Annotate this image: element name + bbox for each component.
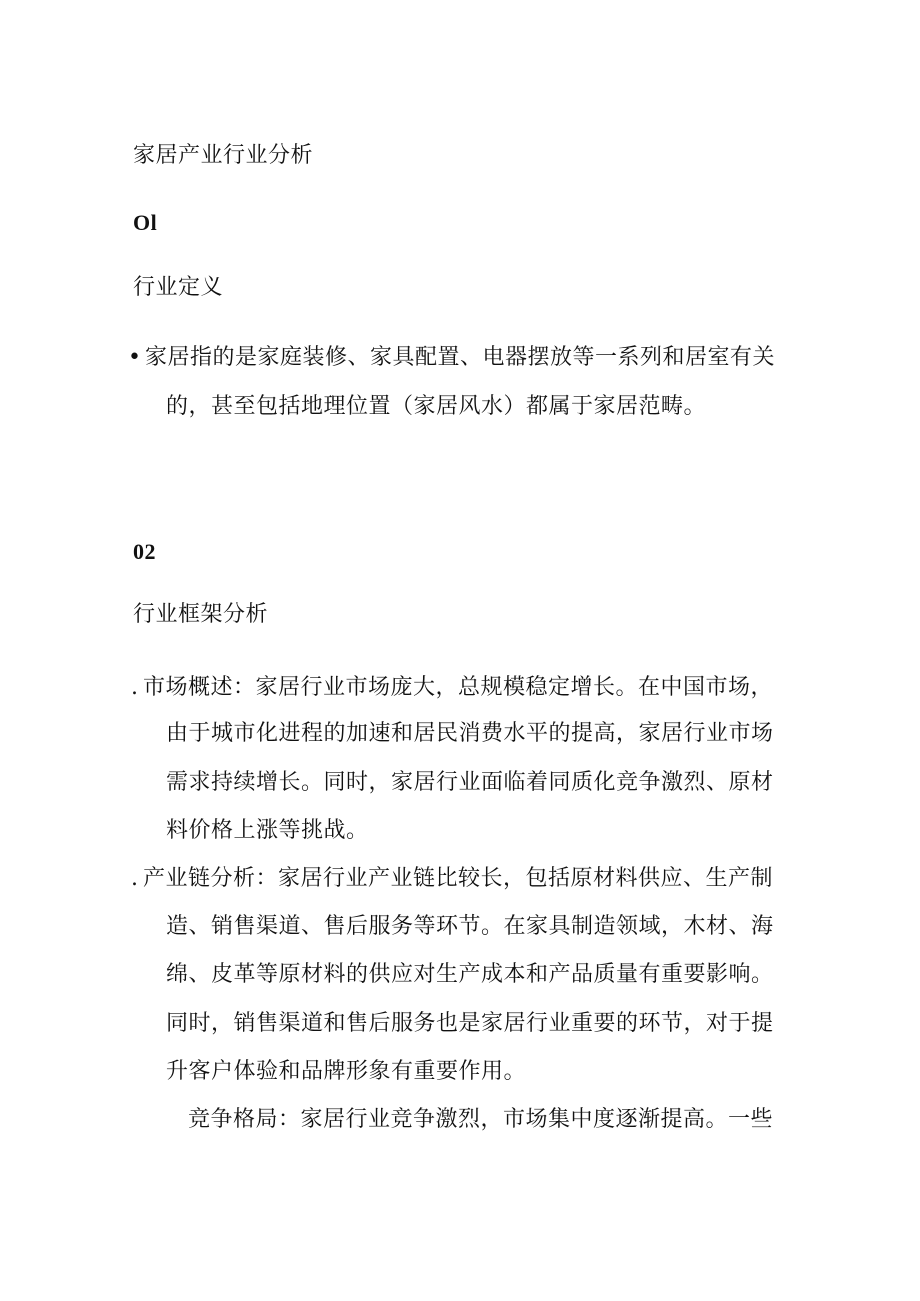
- bullet-marker: .: [131, 866, 139, 891]
- section-number-01: Ol: [133, 210, 158, 235]
- bullet-marker: .: [131, 675, 139, 700]
- paragraph-line: 的，甚至包括地理位置（家居风水）都属于家居范畴。: [166, 394, 707, 419]
- paragraph-line: 由于城市化进程的加速和居民消费水平的提高，家居行业市场: [166, 721, 774, 746]
- section-heading-framework: 行业框架分析: [133, 602, 269, 627]
- paragraph-line: 市场概述：家居行业市场庞大，总规模稳定增长。在中国市场，: [143, 675, 774, 700]
- paragraph-line: 竞争格局：家居行业竞争激烈，市场集中度逐渐提高。一些: [188, 1107, 774, 1132]
- document-title: 家居产业行业分析: [133, 143, 314, 168]
- paragraph-line: 造、销售渠道、售后服务等环节。在家具制造领域，木材、海: [166, 914, 774, 939]
- paragraph-line: 需求持续增长。同时，家居行业面临着同质化竞争激烈、原材: [166, 770, 774, 795]
- paragraph-line: 料价格上涨等挑战。: [166, 818, 369, 843]
- paragraph-line: 绵、皮革等原材料的供应对生产成本和产品质量有重要影响。: [166, 962, 774, 987]
- paragraph-line: 同时，销售渠道和售后服务也是家居行业重要的环节，对于提: [166, 1011, 774, 1036]
- paragraph-line: 家居指的是家庭装修、家具配置、电器摆放等一系列和居室有关: [145, 345, 776, 370]
- paragraph-line: 升客户体验和品牌形象有重要作用。: [166, 1059, 527, 1084]
- section-heading-definition: 行业定义: [133, 275, 224, 300]
- section-number-02: 02: [133, 539, 156, 564]
- bullet-marker: •: [128, 345, 142, 370]
- paragraph-line: 产业链分析：家居行业产业链比较长，包括原材料供应、生产制: [143, 866, 774, 891]
